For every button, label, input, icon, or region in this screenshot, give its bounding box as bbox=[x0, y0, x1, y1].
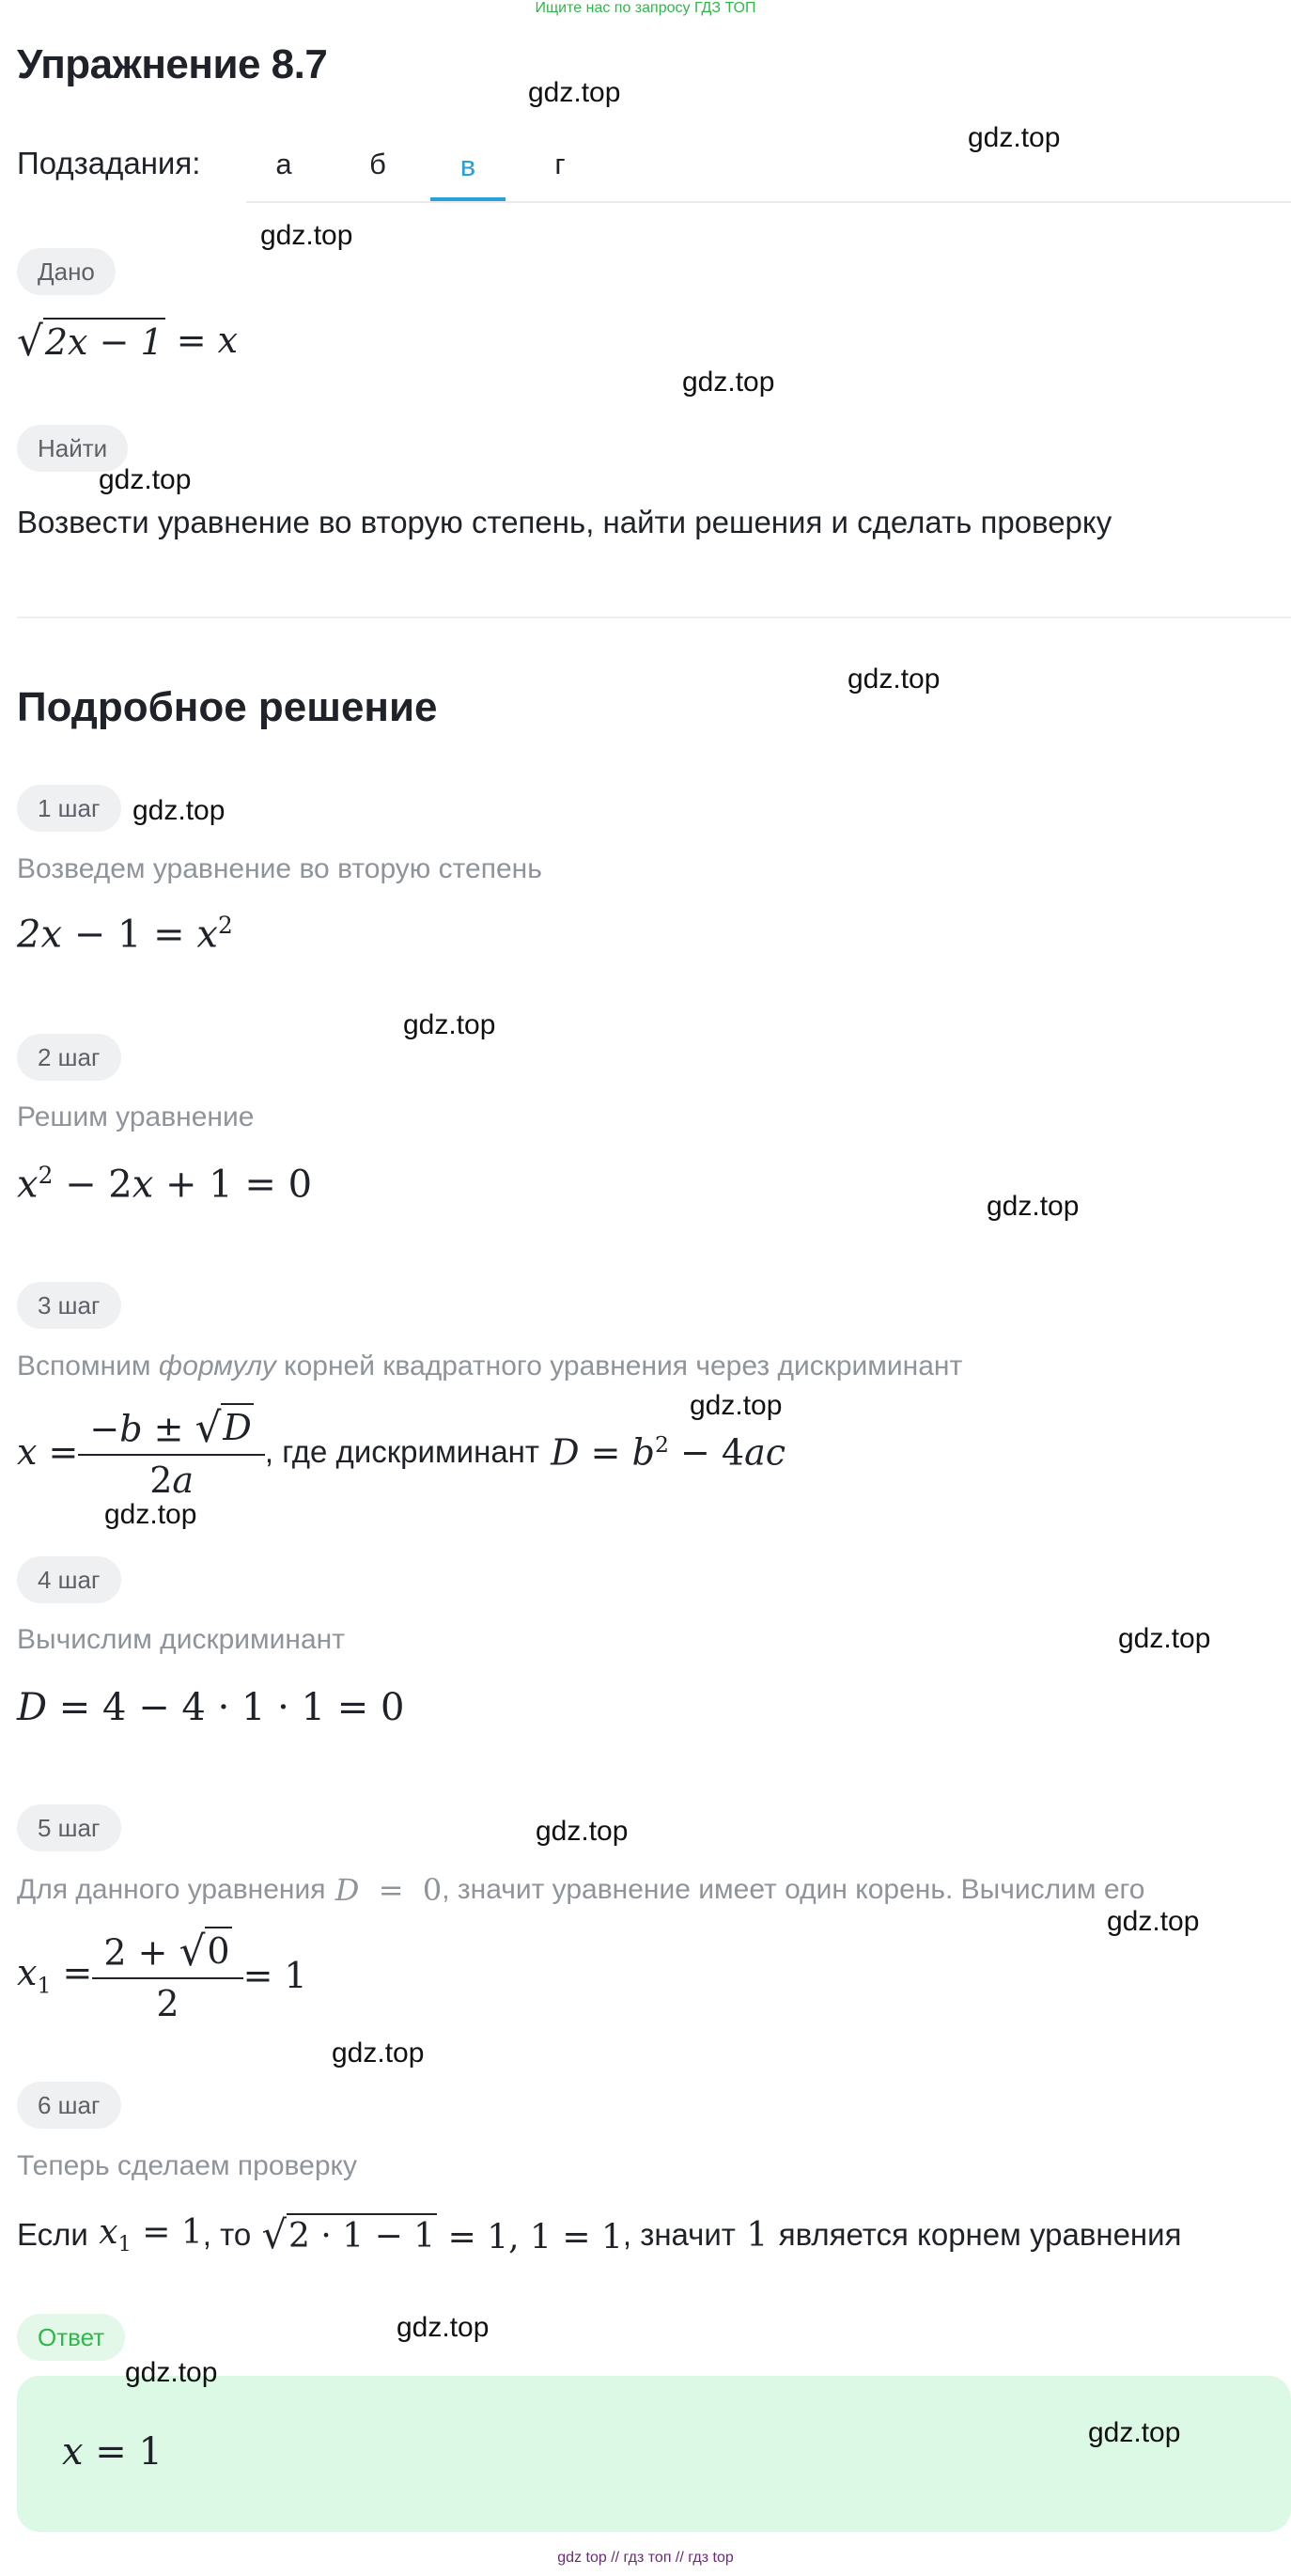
divider bbox=[17, 617, 1291, 618]
top-banner[interactable]: Ищите нас по запросу ГДЗ ТОП bbox=[535, 0, 756, 16]
watermark: gdz.top bbox=[968, 122, 1061, 153]
watermark: gdz.top bbox=[848, 664, 941, 695]
step-3-formula: x = −b ± √ D 2a , где дискриминант $D = b^2 - 4ac$ bbox=[17, 1403, 786, 1501]
watermark: gdz.top bbox=[132, 795, 226, 826]
step-5-formula: $x_1$ = 2 + √ 0 2 = 1 bbox=[17, 1927, 307, 2024]
step-4-description: Вычислим дискриминант bbox=[17, 1624, 345, 1655]
step-2-description: Решим уравнение bbox=[17, 1101, 255, 1132]
watermark: gdz.top bbox=[1088, 2417, 1181, 2448]
step-3-desc-emph[interactable]: формулу bbox=[158, 1350, 276, 1382]
step-1-description: Возведем уравнение во вторую степень bbox=[17, 853, 542, 884]
watermark: gdz.top bbox=[987, 1191, 1080, 1222]
tab-g[interactable]: г bbox=[554, 148, 566, 180]
given-pill: Дано bbox=[17, 248, 116, 295]
step-6-pill: 6 шаг bbox=[17, 2082, 121, 2129]
watermark: gdz.top bbox=[1107, 1906, 1200, 1937]
step-3-desc-suffix: корней квадратного уравнения через дискриминант bbox=[284, 1350, 963, 1382]
watermark: gdz.top bbox=[690, 1390, 783, 1421]
subtasks-label: Подзадания: bbox=[17, 146, 201, 180]
exercise-title: Упражнение 8.7 bbox=[17, 41, 328, 87]
step-5-desc-prefix: Для данного уравнения bbox=[17, 1874, 326, 1905]
tab-a[interactable]: а bbox=[275, 148, 292, 180]
solution-title: Подробное решение bbox=[17, 684, 438, 730]
subtask-tabs bbox=[246, 141, 1291, 203]
step-3-desc-prefix: Вспомним bbox=[17, 1350, 151, 1382]
step-5-description: Для данного уравнения D = 0 , значит уравнение имеет один корень. Вычислим его bbox=[17, 1872, 1145, 1908]
watermark: gdz.top bbox=[99, 464, 192, 495]
watermark: gdz.top bbox=[332, 2037, 425, 2069]
watermark: gdz.top bbox=[104, 1499, 197, 1530]
answer-pill: Ответ bbox=[17, 2314, 125, 2361]
step-6-description: Теперь сделаем проверку bbox=[17, 2150, 357, 2181]
step-6-root: является корнем уравнения bbox=[778, 2217, 1182, 2252]
step-6-if: Если bbox=[17, 2217, 88, 2252]
watermark: gdz.top bbox=[260, 220, 353, 251]
given-equation: √ 2x − 1 = x bbox=[17, 318, 239, 367]
step-1-formula: $2x - 1 = x^2$ bbox=[17, 912, 233, 957]
footer-links[interactable]: gdz top // гдз топ // гдз top bbox=[557, 2550, 734, 2566]
watermark: gdz.top bbox=[682, 367, 775, 398]
find-pill: Найти bbox=[17, 425, 128, 472]
answer-value: x = 1 bbox=[62, 2430, 163, 2474]
step-5-pill: 5 шаг bbox=[17, 1804, 121, 1851]
step-2-formula: $x^2 - 2x + 1 = 0$ bbox=[17, 1162, 313, 1207]
step-3-where: , где дискриминант bbox=[264, 1434, 540, 1469]
find-text: Возвести уравнение во вторую степень, найти решения и сделать проверку bbox=[17, 505, 1112, 539]
step-6-check: Если $x_1 = 1$ , то √ 2 · 1 − 1 = 1, 1 = 1 , значит 1 является корнем уравнения bbox=[17, 2212, 1182, 2258]
answer-box bbox=[17, 2376, 1291, 2532]
step-2-pill: 2 шаг bbox=[17, 1034, 121, 1081]
step-3-description bbox=[17, 1350, 962, 1382]
step-5-desc-suffix: , значит уравнение имеет один корень. Вычислим его bbox=[442, 1874, 1145, 1905]
watermark: gdz.top bbox=[125, 2357, 218, 2388]
tab-b[interactable]: б bbox=[369, 148, 386, 180]
step-3-pill: 3 шаг bbox=[17, 1282, 121, 1329]
watermark: gdz.top bbox=[403, 1009, 496, 1040]
step-6-means: , значит bbox=[622, 2217, 736, 2252]
step-4-pill: 4 шаг bbox=[17, 1556, 121, 1603]
step-4-formula: D = 4 − 4 · 1 · 1 = 0 bbox=[17, 1686, 405, 1729]
watermark: gdz.top bbox=[536, 1816, 629, 1847]
step-1-pill: 1 шаг bbox=[17, 785, 121, 832]
watermark: gdz.top bbox=[1118, 1623, 1211, 1654]
watermark: gdz.top bbox=[397, 2312, 490, 2343]
step-6-then: , то bbox=[202, 2217, 252, 2252]
watermark: gdz.top bbox=[528, 77, 621, 108]
tab-v[interactable]: в bbox=[430, 141, 506, 201]
